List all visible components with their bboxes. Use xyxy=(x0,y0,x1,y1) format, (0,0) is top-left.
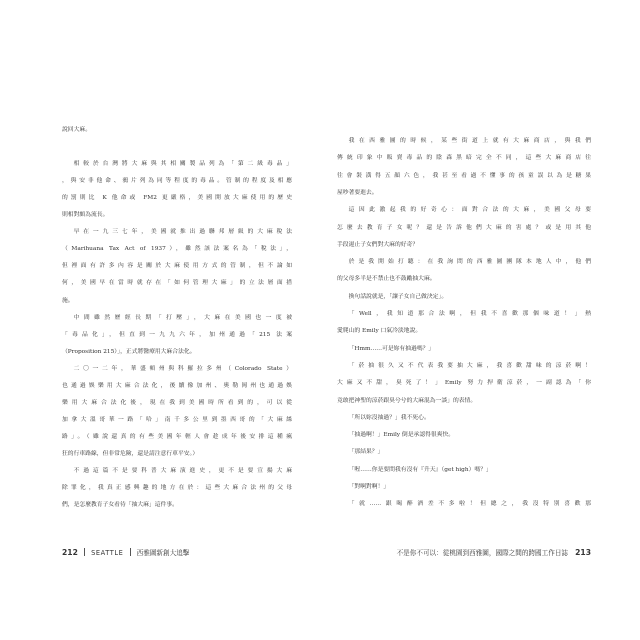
text-line: 大麻又不甜，臭死了！」Emily 努力捍衛涼菸，一副認為「你 xyxy=(337,380,591,387)
text-line: 加拿大溫哥華一路「哈」南千多公里到墨西哥的「大麻絲 xyxy=(62,416,292,423)
text-line: （Marihuana Tax Act of 1937），雖然該法案名為「稅法」， xyxy=(62,246,292,253)
text-line: 狂的行車路線，但非常危險，還是請注意行車平安。） xyxy=(62,450,199,457)
text-line: 往會裝潢得五顏六色，我甚至看過不懂事的孩童誤以為是糖果 xyxy=(337,172,591,179)
text-line: （Proposition 215）」，正式將醫療用大麻合法化。 xyxy=(62,348,196,355)
page-number: 213 xyxy=(575,548,591,557)
text-line: 樂用大麻合法化後，現在我到美國時所看到的，可以從 xyxy=(62,399,292,406)
text-line: 「抽過啊！」Emily 倒是承認得很爽快。 xyxy=(348,432,455,439)
text-line: 相較於台灣將大麻與其相關製品列為「第二級毒品」 xyxy=(73,161,292,168)
running-head: SEATTLE xyxy=(91,549,124,557)
text-line: 「毒品化」，但直到一九九六年，加州通過「215 法案 xyxy=(62,331,292,338)
text-line: 「Well，我知道那合法啊，但我不喜歡那個味道！」熱 xyxy=(348,311,591,317)
text-line: 「菸抽很久又不代表我要抽大麻，我喜歡甜味的涼菸啊！ xyxy=(348,362,591,369)
text-line: 「對啊對啊！」 xyxy=(348,484,390,490)
text-line: 除罪化，我真正感興趣的地方在於：這些大麻合法州的父母 xyxy=(62,485,292,492)
text-line: 「就……跟喝醉酒差不多啦！但總之，我沒特別喜歡那 xyxy=(348,501,591,508)
text-line: 何，美國早在當時就存在「如何管理大麻」的立法層面措 xyxy=(62,280,292,287)
text-line: 但裡面有許多內容是關於大麻使用方式的管制，但不論如 xyxy=(62,263,292,270)
text-line: 也通過娛樂用大麻合法化，後續像加州、奧勒岡州也通過娛 xyxy=(62,382,292,389)
text-line: 路」。（雖說還真的有些美國年輕人會趁成年後安排這種瘋 xyxy=(62,433,292,440)
text-line: ，與安非他命、鴉片列為同等程度的毒品。管制的程度及相應 xyxy=(62,178,292,185)
text-line: 這因此激起我的好奇心：面對合法的大麻，美國父母要 xyxy=(348,207,591,214)
text-line: 二〇一二年，華盛頓州與科羅拉多州（Colorado State） xyxy=(73,365,292,372)
text-line: 怎麼去教育子女呢？還是告訴他們大麻的害處？或是用其他 xyxy=(337,224,591,231)
text-line: 於是我開始打聽：在我詢問的西雅圖團隊本地人中，他們 xyxy=(348,259,591,266)
right-page xyxy=(320,0,640,640)
text-line: 施。 xyxy=(62,297,74,304)
text-line: 的罰則比 K 他命或 FM2 更嚴格，美國開放大麻使用的歷史 xyxy=(62,195,292,202)
text-line: 愛爬山的 Emily 口氣冷淡地說。 xyxy=(337,328,422,335)
text-line: 傳統印象中販賣毒品的陰森黑暗完全不同，這些大麻商店往 xyxy=(337,155,591,162)
text-line: 不過這篇不是要科普大麻演進史，更不是要宣揚大麻 xyxy=(73,468,292,474)
text-line: 們，是怎麼教育子女看待「抽大麻」這件事。 xyxy=(62,502,178,509)
text-line: 說回大麻。 xyxy=(62,127,91,133)
right-page-footer xyxy=(397,547,591,559)
text-line: 的父母多半是不禁止也不鼓勵抽大麻。 xyxy=(337,276,436,283)
text-line: 屋吵著要進去。 xyxy=(337,189,378,196)
text-line: 「喔……你是要問我有沒有『升天』（get high）嗎？」 xyxy=(348,466,492,473)
text-line: 「那結果？」 xyxy=(348,449,384,456)
footer-separator xyxy=(84,548,85,556)
page-number: 212 xyxy=(62,548,78,557)
book-title: 不是你不可以：從桃園到西雅圖，國際之間的跨國工作日誌 xyxy=(396,549,569,557)
text-line: 換句話說就是，「讓子女自己做決定」。 xyxy=(348,293,448,300)
text-line: 手段遏止子女們對大麻的好奇？ xyxy=(337,241,419,248)
text-line: 早在一九三七年，美國就推出過聯邦層級的大麻稅法 xyxy=(73,229,292,236)
text-line: 「Hmm……可是妳有抽過嗎？」 xyxy=(348,345,435,352)
text-line: 我在西雅圖的時候，某些街道上就有大麻商店，與我們 xyxy=(348,138,591,144)
text-line: 則相對頗為流長。 xyxy=(62,212,109,219)
text-line: 中間雖然歷經長期「打壓」，大麻在美國也一度被 xyxy=(73,314,292,321)
chapter-title: 西雅圖新創大追擊 xyxy=(136,549,190,557)
left-page-footer xyxy=(62,547,189,559)
text-line: 竟敢把神聖的涼菸跟臭兮兮的大麻混為一談」的表情。 xyxy=(337,397,477,404)
footer-separator xyxy=(130,548,131,556)
text-line: 「所以妳沒抽過？」我不死心。 xyxy=(348,414,430,421)
